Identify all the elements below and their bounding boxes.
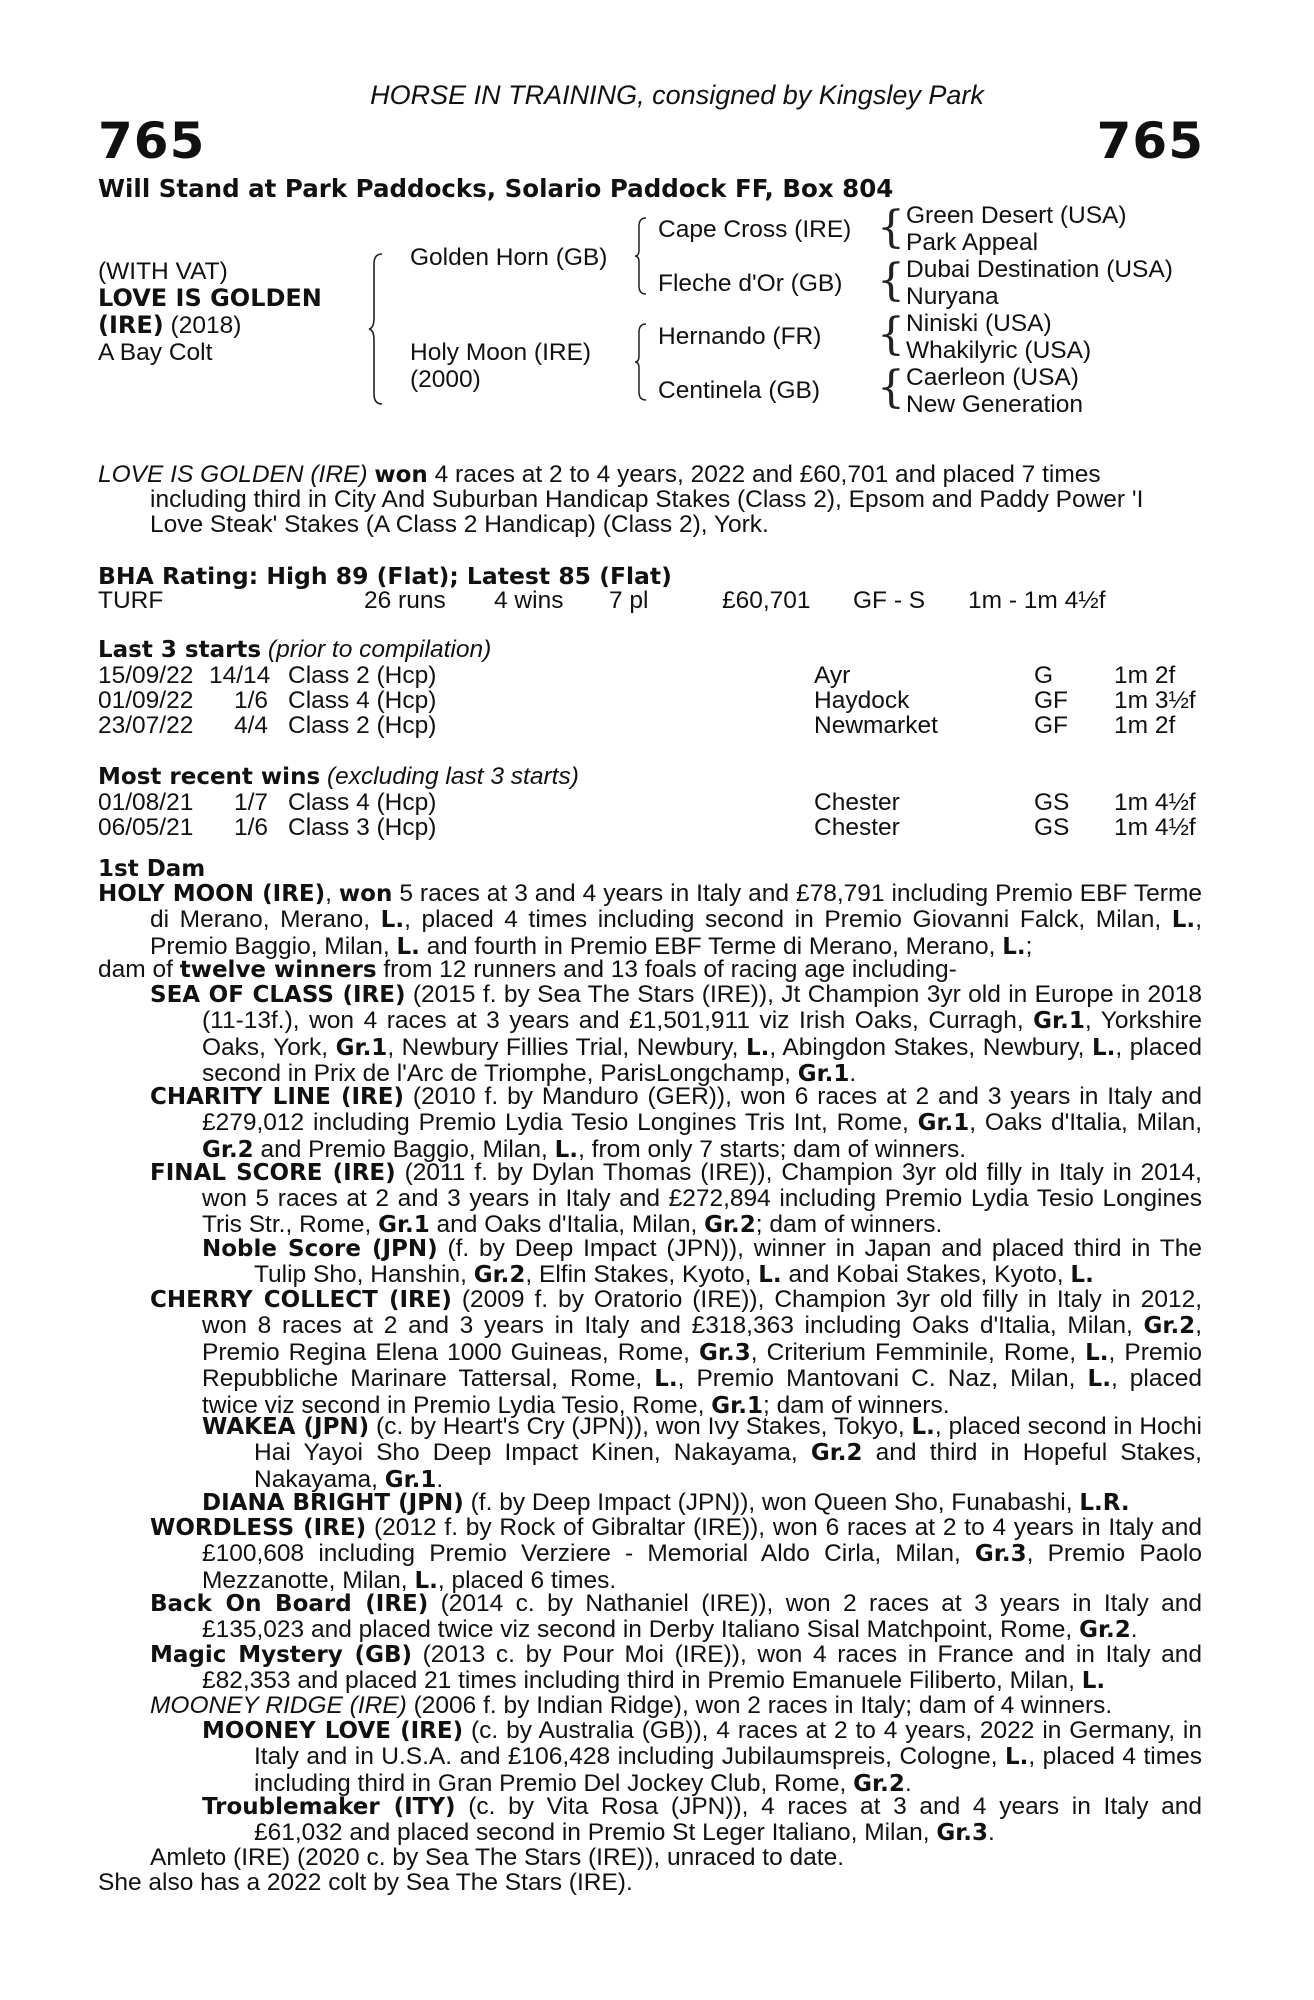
ped-sds: Dubai Destination (USA) — [906, 256, 1173, 283]
brace-ss: { — [877, 202, 905, 253]
table-cell-class: Class 4 (Hcp) — [288, 687, 437, 714]
ped-sss: Green Desert (USA) — [906, 202, 1127, 229]
brace-ds: { — [877, 309, 905, 360]
dam-record-text: 5 races at 3 and 4 years in Italy and £78,791 including Premio EBF Terme di Merano, Merano, L., placed 4 times including second in Premio Giovanni Falck, Milan, L., Premio Baggio, Milan, L. and fourth in Premio EBF Terme di Merano, Merano, L.; — [150, 880, 1202, 960]
table-cell-going: G — [1034, 662, 1054, 689]
progeny-amleto: Amleto (IRE) (2020 c. by Sea The Stars (IRE)), unraced to date. — [150, 1844, 845, 1871]
table-cell-going: GS — [1034, 789, 1070, 816]
table-cell-pos: 14/14 — [209, 662, 271, 689]
bha-rating-title: BHA Rating: High 89 (Flat); Latest 85 (Flat) — [98, 562, 672, 590]
recent-wins-title: Most recent wins (excluding last 3 starts) — [98, 763, 579, 790]
table-cell-date: 06/05/21 — [98, 814, 194, 841]
lot-number-right: 765 — [1096, 112, 1204, 170]
ped-dss: Niniski (USA) — [906, 310, 1052, 337]
dam: Holy Moon (IRE) — [410, 339, 592, 366]
rating-surface: TURF — [98, 587, 164, 614]
progeny-diana-bright: DIANA BRIGHT (JPN) (f. by Deep Impact (JPN)), won Queen Sho, Funabashi, L.R. — [202, 1489, 1130, 1516]
rating-going: GF - S — [853, 587, 926, 614]
table-cell-date: 01/08/21 — [98, 789, 194, 816]
dam-dam: Centinela (GB) — [658, 377, 821, 404]
table-cell-pos: 1/6 — [234, 814, 269, 841]
sire: Golden Horn (GB) — [410, 244, 608, 271]
summary-line-2: including third in City And Suburban Handicap Stakes (Class 2), Epsom and Paddy Power 'I — [150, 486, 1144, 513]
progeny-also: She also has a 2022 colt by Sea The Stars (IRE). — [98, 1869, 633, 1896]
table-cell-course: Ayr — [814, 662, 851, 689]
last3-title: Last 3 starts (prior to compilation) — [98, 636, 492, 663]
rating-runs: 26 runs — [364, 587, 446, 614]
rating-distance: 1m - 1m 4½f — [968, 587, 1106, 614]
table-cell-going: GF — [1034, 712, 1069, 739]
table-cell-pos: 1/7 — [234, 789, 269, 816]
progeny-back-on-board: Back On Board (IRE) (2014 c. by Nathaniel (IRE)), won 2 races at 3 years in Italy and £135,023 and placed twice viz second in Derby Italiano Sisal Matchpoint, Rome, Gr.2. — [150, 1590, 1203, 1644]
progeny-cherry-collect: CHERRY COLLECT (IRE) (2009 f. by Oratorio (IRE)), Champion 3yr old filly in Italy in 2012, won 8 races at 2 and 3 years in Italy and £318,363 including Oaks d'Italia, Milan, Gr.2, Premio Regina Elena 1000 Guineas, Rome, Gr.3, Criterium Femminile, Rome, L., Premio Repubbliche Marinare Tattersal, Rome, L., Premio Mantovani C. Naz, Milan, L., placed twice viz second in Premio Lydia Tesio, Rome, Gr.1; dam of winners. — [150, 1286, 1203, 1419]
horse-name: LOVE IS GOLDEN — [98, 284, 322, 312]
horse-name-suffix: (IRE) (2018) — [98, 311, 242, 339]
ped-dsd: Whakilyric (USA) — [906, 337, 1092, 364]
table-cell-going: GF — [1034, 687, 1069, 714]
brace-dd: { — [877, 362, 905, 413]
ped-dds: Caerleon (USA) — [906, 364, 1079, 391]
progeny-wordless: WORDLESS (IRE) (2012 f. by Rock of Gibraltar (IRE)), won 6 races at 2 to 4 years in Italy and £100,608 including Premio Verziere - Memorial Aldo Cirla, Milan, Gr.3, Premio Paolo Mezzanotte, Milan, L., placed 6 times. — [150, 1514, 1202, 1594]
table-cell-dist: 1m 4½f — [1114, 814, 1196, 841]
table-cell-dist: 1m 4½f — [1114, 789, 1196, 816]
ped-sdd: Nuryana — [906, 283, 999, 310]
rating-wins: 4 wins — [494, 587, 564, 614]
catalogue-header: HORSE IN TRAINING, consigned by Kingsley Park — [370, 80, 984, 110]
table-cell-class: Class 3 (Hcp) — [288, 814, 437, 841]
table-cell-date: 15/09/22 — [98, 662, 194, 689]
progeny-mooney-ridge: MOONEY RIDGE (IRE) (2006 f. by Indian Ridge), won 2 races in Italy; dam of 4 winners. — [150, 1692, 1113, 1719]
progeny-wakea: WAKEA (JPN) (c. by Heart's Cry (JPN)), won Ivy Stakes, Tokyo, L., placed second in Hochi Hai Yayoi Sho Deep Impact Kinen, Nakayama, Gr.2 and third in Hopeful Stakes, Nakayama, Gr.1. — [202, 1413, 1202, 1493]
progeny-mooney-love: MOONEY LOVE (IRE) (c. by Australia (GB)), 4 races at 2 to 4 years, 2022 in Germany, in Italy and in U.S.A. and £106,428 including Jubilaumspreis, Cologne, L., placed 4 times including third in Gran Premio Del Jockey Club, Rome, Gr.2. — [202, 1717, 1202, 1797]
table-cell-course: Newmarket — [814, 712, 938, 739]
dam-year: (2000) — [410, 366, 481, 393]
table-cell-class: Class 4 (Hcp) — [288, 789, 437, 816]
sire-dam: Fleche d'Or (GB) — [658, 270, 843, 297]
table-cell-dist: 1m 2f — [1114, 662, 1176, 689]
lot-number-left: 765 — [98, 112, 206, 170]
summary-line-3: Love Steak' Stakes (A Class 2 Handicap) (Class 2), York. — [150, 511, 769, 538]
table-cell-course: Chester — [814, 789, 900, 816]
dam-brace — [634, 322, 648, 402]
progeny-troublemaker: Troublemaker (ITY) (c. by Vita Rosa (JPN)), 4 races at 3 and 4 years in Italy and £61,032 and placed second in Premio St Leger Italiano, Milan, Gr.3. — [202, 1793, 1202, 1847]
vat-label: (WITH VAT) — [98, 258, 228, 285]
table-cell-course: Haydock — [814, 687, 910, 714]
horse-description: A Bay Colt — [98, 339, 213, 366]
progeny-charity-line: CHARITY LINE (IRE) (2010 f. by Manduro (GER)), won 6 races at 2 and 3 years in Italy and £279,012 including Premio Lydia Tesio Longines Tris Int, Rome, Gr.1, Oaks d'Italia, Milan, Gr.2 and Premio Baggio, Milan, L., from only 7 starts; dam of winners. — [150, 1083, 1203, 1163]
progeny-noble-score: Noble Score (JPN) (f. by Deep Impact (JPN)), winner in Japan and placed third in The Tulip Sho, Hanshin, Gr.2, Elfin Stakes, Kyoto, L. and Kobai Stakes, Kyoto, L. — [202, 1235, 1202, 1289]
progeny-magic-mystery: Magic Mystery (GB) (2013 c. by Pour Moi (IRE)), won 4 races in France and in Italy and £82,353 and placed 21 times including third in Premio Emanuele Filiberto, Milan, L. — [150, 1641, 1203, 1695]
brace-sd: { — [877, 255, 905, 306]
progeny-sea-of-class: SEA OF CLASS (IRE) (2015 f. by Sea The Stars (IRE)), Jt Champion 3yr old in Europe in 2018 (11-13f.), won 4 races at 3 years and £1,501,911 viz Irish Oaks, Curragh, Gr.1, Yorkshire Oaks, York, Gr.1, Newbury Fillies Trial, Newbury, L., Abingdon Stakes, Newbury, L., placed second in Prix de l'Arc de Triomphe, ParisLongchamp, Gr.1. — [150, 981, 1202, 1088]
table-cell-course: Chester — [814, 814, 900, 841]
stable-location: Will Stand at Park Paddocks, Solario Paddock FF, Box 804 — [98, 174, 894, 203]
dam-of-winners: dam of twelve winners from 12 runners and 13 foals of racing age including- — [98, 956, 957, 983]
summary-line-1: LOVE IS GOLDEN (IRE) won 4 races at 2 to 4 years, 2022 and £60,701 and placed 7 times — [98, 461, 1101, 488]
table-cell-class: Class 2 (Hcp) — [288, 662, 437, 689]
table-cell-dist: 1m 3½f — [1114, 687, 1196, 714]
first-dam-title: 1st Dam — [98, 856, 206, 882]
sire-sire: Cape Cross (IRE) — [658, 216, 852, 243]
table-cell-date: 23/07/22 — [98, 712, 194, 739]
dam-record: HOLY MOON (IRE), won 5 races at 3 and 4 years in Italy and £78,791 including Premio EBF Terme di Merano, Merano, L., placed 4 times including second in Premio Giovanni Falck, Milan, L., Premio Baggio, Milan, L. and fourth in Premio EBF Terme di Merano, Merano, L.; — [98, 880, 1202, 960]
table-cell-class: Class 2 (Hcp) — [288, 712, 437, 739]
progeny-final-score: FINAL SCORE (IRE) (2011 f. by Dylan Thomas (IRE)), Champion 3yr old filly in Italy in 2014, won 5 races at 2 and 3 years in Italy and £272,894 including Premio Lydia Tesio Longines Tris Str., Rome, Gr.1 and Oaks d'Italia, Milan, Gr.2; dam of winners. — [150, 1159, 1202, 1238]
table-cell-pos: 4/4 — [234, 712, 269, 739]
table-cell-pos: 1/6 — [234, 687, 269, 714]
ped-ssd: Park Appeal — [906, 229, 1039, 256]
table-cell-dist: 1m 2f — [1114, 712, 1176, 739]
pedigree-brace — [368, 252, 384, 406]
table-cell-date: 01/09/22 — [98, 687, 194, 714]
sire-brace — [634, 216, 648, 296]
table-cell-going: GS — [1034, 814, 1070, 841]
rating-placed: 7 pl — [609, 587, 649, 614]
rating-earnings: £60,701 — [722, 587, 811, 614]
dam-sire: Hernando (FR) — [658, 323, 822, 350]
ped-ddd: New Generation — [906, 391, 1084, 418]
